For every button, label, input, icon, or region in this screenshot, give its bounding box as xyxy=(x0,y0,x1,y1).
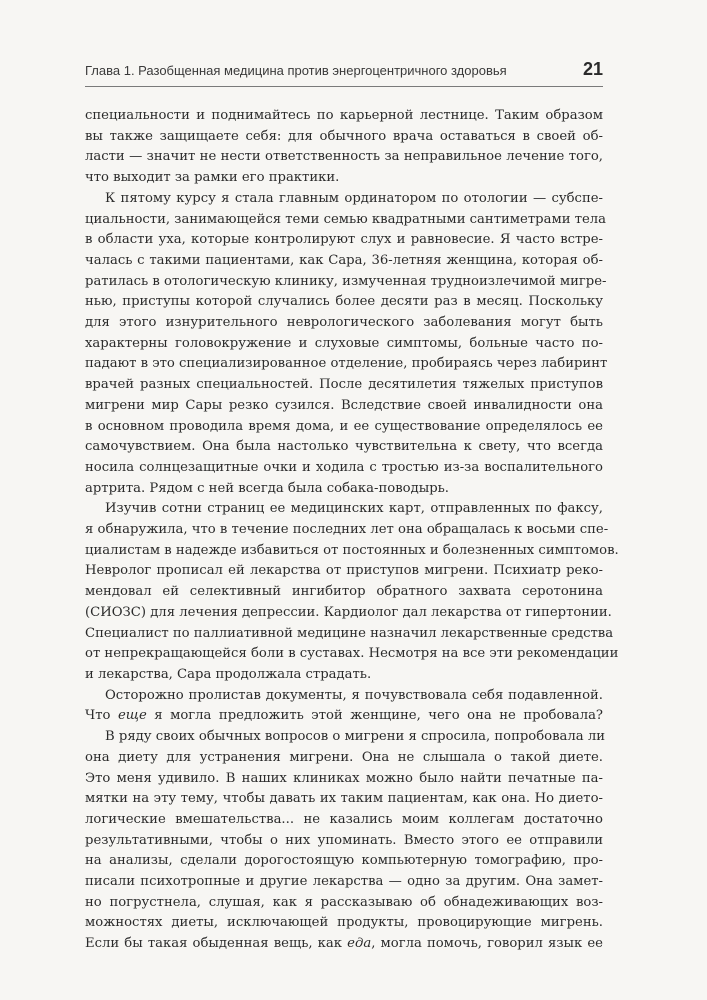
text-line: носила солнцезащитные очки и ходила с тростью из-за воспалительного xyxy=(85,459,603,475)
text-line xyxy=(85,934,603,955)
text-line: для этого изнурительного неврологического заболевания могут быть xyxy=(85,315,603,331)
text-line: Это меня удивило. В наших клиниках можно было найти печатные па- xyxy=(85,770,603,786)
text-line: я обнаружила, что в течение последних лет она обращалась к восьми спе- xyxy=(85,522,609,538)
emphasis-word: еда xyxy=(347,936,372,952)
text-line: но погрустнела, слушая, как я рассказываю об обнадеживающих воз- xyxy=(85,894,603,910)
text-line: результативными, чтобы о них упоминать. Вместо этого ее отправили xyxy=(85,832,603,848)
text-line: Невролог прописал ей лекарства от приступов мигрени. Психиатр реко- xyxy=(85,563,603,579)
text-line: Изучив сотни страниц ее медицинских карт, отправленных по факсу, xyxy=(105,501,603,517)
text-line: вы также защищаете себя: для обычного врача оставаться в своей об- xyxy=(85,128,603,144)
text-line: К пятому курсу я стала главным ординатором по отологии — субспе- xyxy=(105,190,603,206)
text-line xyxy=(85,706,603,727)
text-line: циальности, занимающейся теми семью квадратными сантиметрами тела xyxy=(85,211,607,227)
text-line: можностях диеты, исключающей продукты, провоцирующие мигрень. xyxy=(85,915,603,931)
text-line: в области уха, которые контролируют слух и равновесие. Я часто встре- xyxy=(85,232,603,248)
text-line: мендовал ей селективный ингибитор обратного захвата серотонина xyxy=(85,584,603,600)
text-segment: Что xyxy=(85,708,118,724)
text-line: на анализы, сделали дорогостоящую компьютерную томографию, про- xyxy=(85,853,603,869)
text-line: писали психотропные и другие лекарства — одно за другим. Она замет- xyxy=(85,874,603,890)
text-line: Специалист по паллиативной медицине назначил лекарственные средства xyxy=(85,625,614,641)
text-line: падают в это специализированное отделение, пробираясь через лабиринт xyxy=(85,356,608,372)
emphasis-word: еще xyxy=(117,708,147,724)
body-text xyxy=(85,106,619,955)
text-segment: , могла помочь, говорил язык ее xyxy=(371,936,603,952)
text-line: специальности и поднимайтесь по карьерной лестнице. Таким образом xyxy=(85,108,603,123)
text-line: от непрекращающейся боли в суставах. Несмотря на все эти рекомендации xyxy=(85,646,619,662)
text-line: нью, приступы которой случались более десяти раз в месяц. Поскольку xyxy=(85,294,603,310)
text-line: ласти — значит не нести ответственность за неправильное лечение того, xyxy=(85,149,603,165)
text-line: врачей разных специальностей. После десятилетия тяжелых приступов xyxy=(85,377,603,393)
text-segment: Если бы такая обыденная вещь, как xyxy=(85,936,348,952)
text-line: В ряду своих обычных вопросов о мигрени я спросила, попробовала ли xyxy=(105,729,606,745)
chapter-title: Глава 1. Разобщенная медицина против энергоцентричного здоровья xyxy=(85,63,507,78)
text-line: характерны головокружение и слуховые симптомы, больные часто по- xyxy=(85,335,603,351)
text-segment: я могла предложить этой женщине, чего она не пробовала? xyxy=(146,708,603,724)
header-divider xyxy=(85,86,603,87)
page-number: 21 xyxy=(582,59,603,79)
text-line: циалистам в надежде избавиться от постоянных и болезненных симптомов. xyxy=(85,542,619,558)
text-line: логические вмешательства... не казались моим коллегам достаточно xyxy=(85,811,603,827)
text-line: чалась с такими пациентами, как Сара, 36-летняя женщина, которая об- xyxy=(85,252,603,268)
text-line: ратилась в отологическую клинику, измученная трудноизлечимой мигре- xyxy=(85,273,607,289)
text-line: самочувствием. Она была настолько чувствительна к свету, что всегда xyxy=(85,439,603,455)
text-line: мятки на эту тему, чтобы давать их таким пациентам, как она. Но дието- xyxy=(85,791,603,807)
running-header xyxy=(85,60,603,82)
text-line: мигрени мир Сары резко сузился. Вследствие своей инвалидности она xyxy=(85,397,603,413)
text-line: и лекарства, Сара продолжала страдать. xyxy=(85,666,372,682)
text-line: в основном проводила время дома, и ее существование определялось ее xyxy=(85,418,603,434)
text-line: артрита. Рядом с ней всегда была собака-поводырь. xyxy=(85,480,450,496)
text-line: она диету для устранения мигрени. Она не слышала о такой диете. xyxy=(85,749,603,765)
text-line: Осторожно пролистав документы, я почувствовала себя подавленной. xyxy=(105,687,603,703)
text-line: (СИОЗС) для лечения депрессии. Кардиолог дал лекарства от гипертонии. xyxy=(85,604,612,620)
text-line: что выходит за рамки его практики. xyxy=(85,170,340,186)
